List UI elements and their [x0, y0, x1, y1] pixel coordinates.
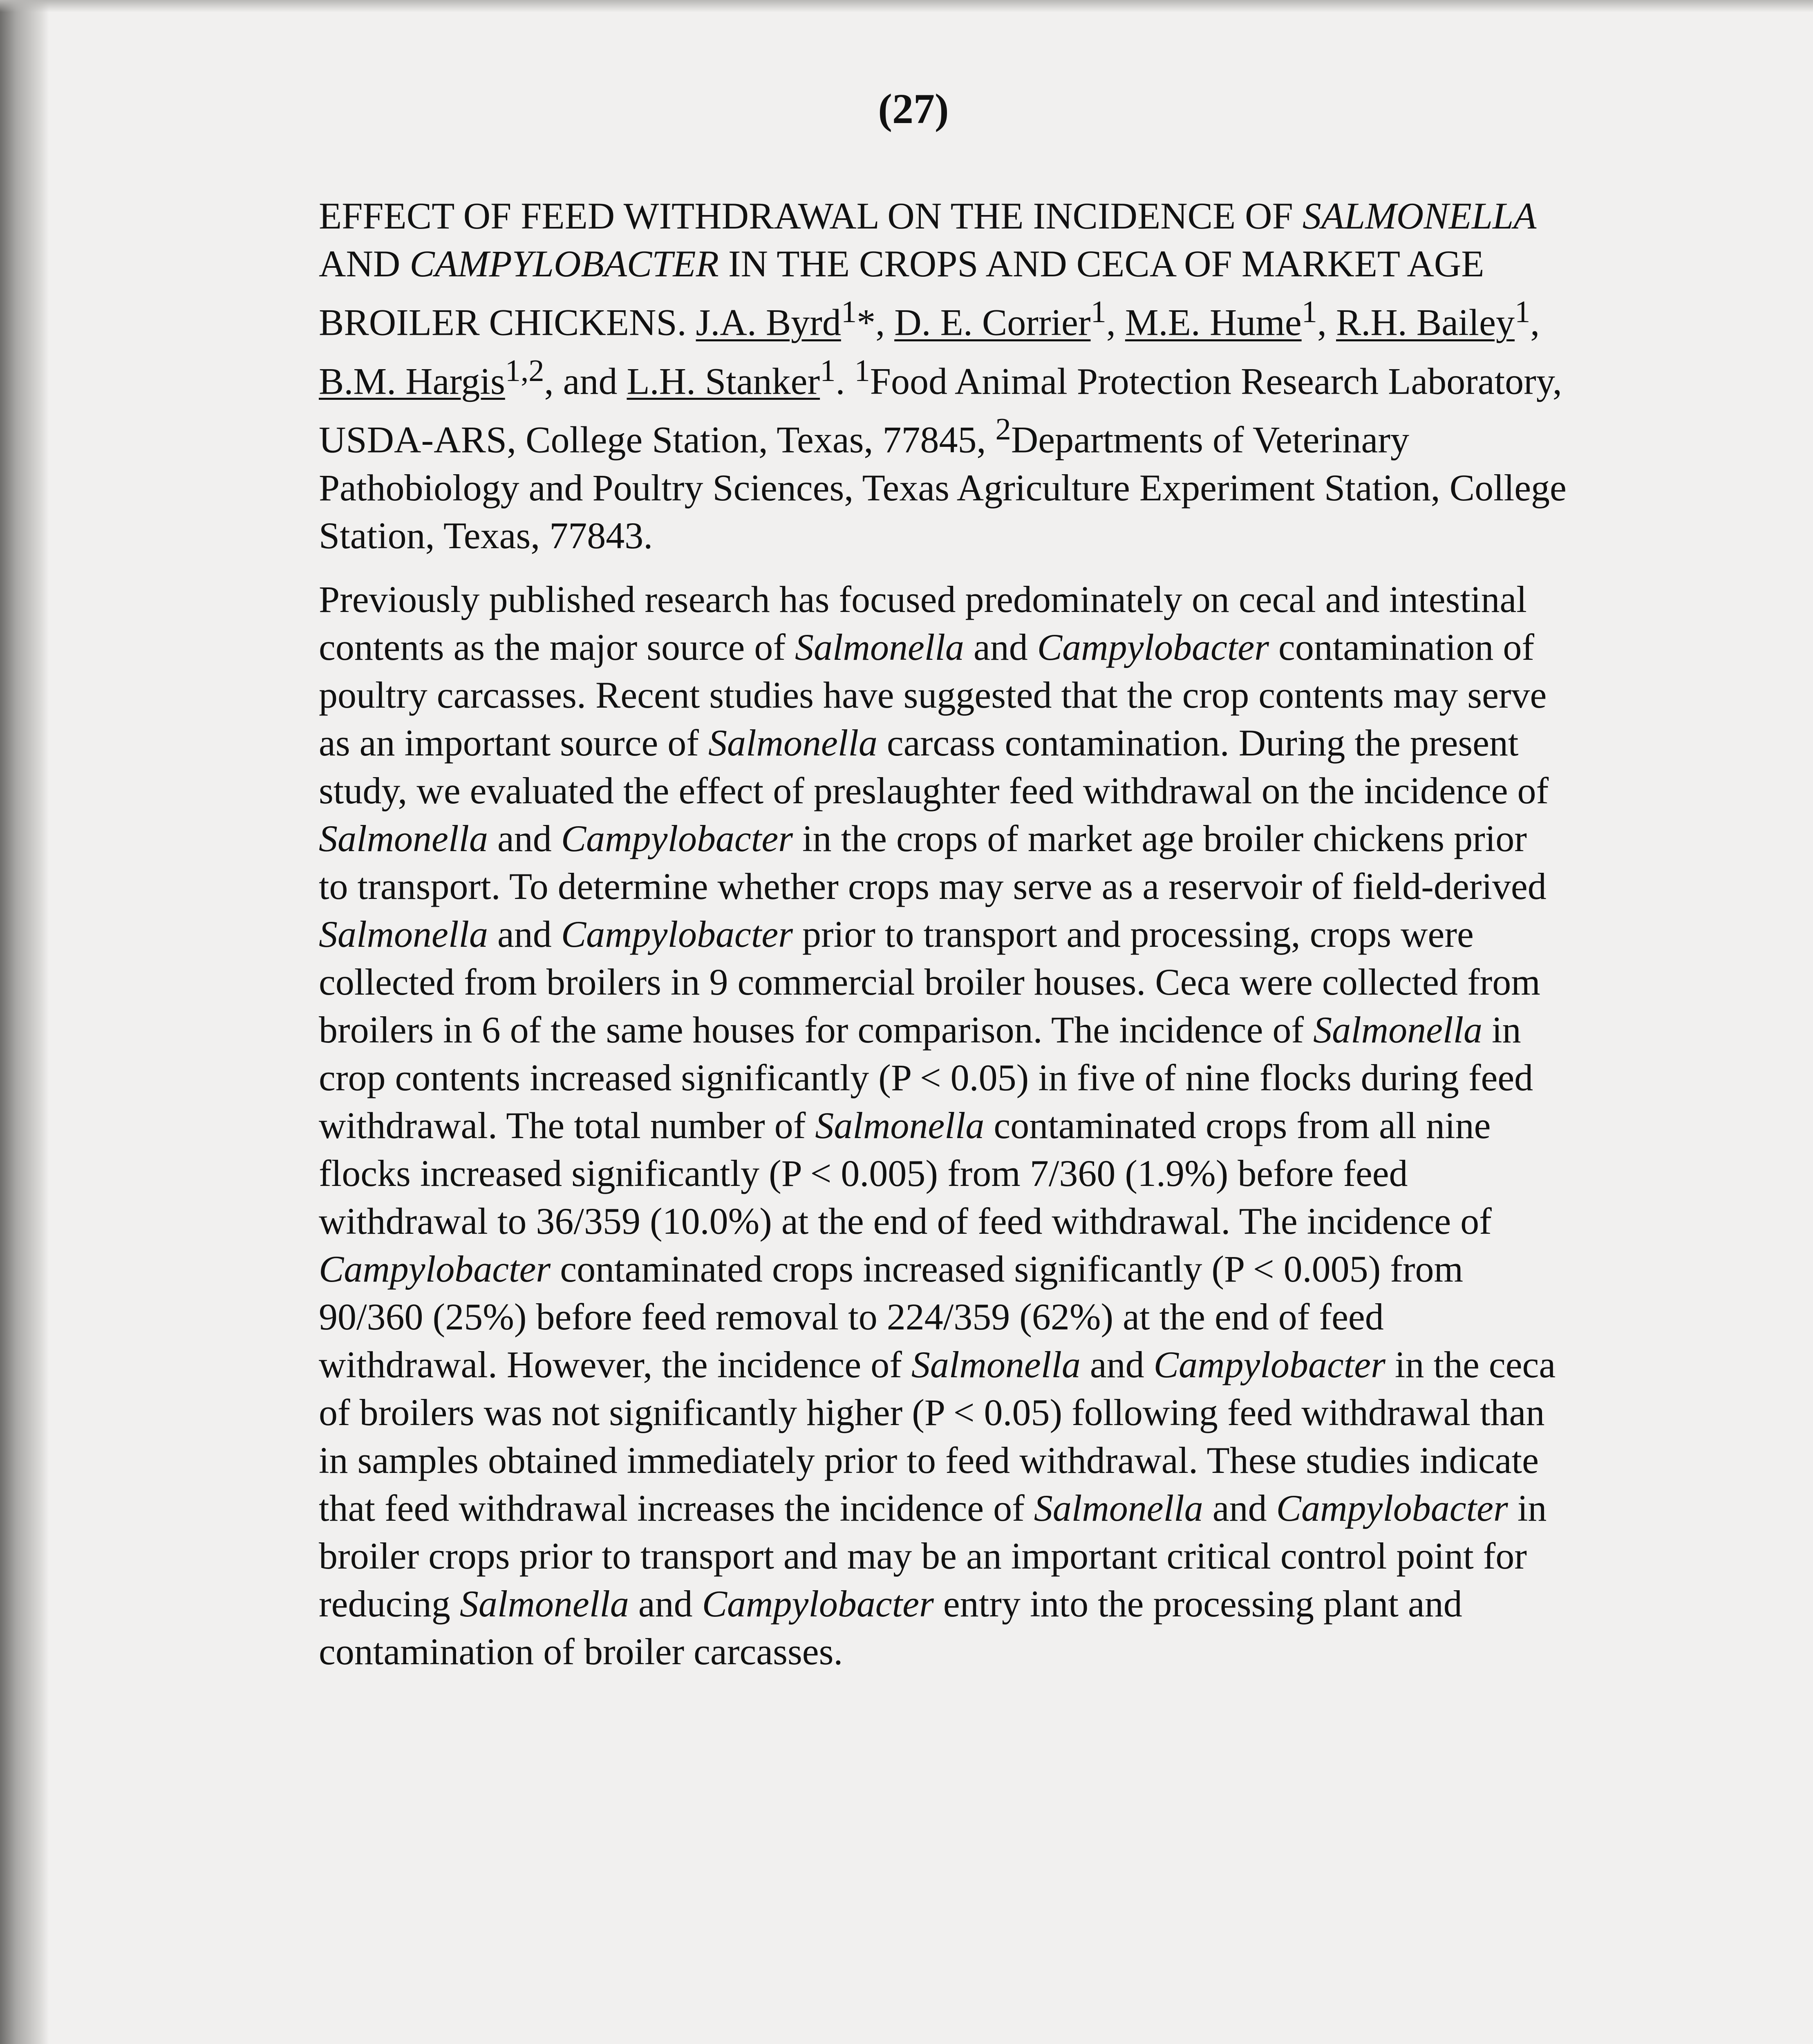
- abstract-line: study, we evaluated the effect of preslaughter feed withdrawal on the incidence of: [319, 770, 1549, 811]
- abstract-line: broilers in 6 of the same houses for comparison. The incidence of Salmonella in: [319, 1009, 1521, 1051]
- abstract-line: contents as the major source of Salmonella and Campylobacter contamination of: [319, 626, 1534, 668]
- abstract-title-block: [319, 192, 1680, 560]
- author-hargis: B.M. Hargis: [319, 360, 505, 402]
- abstract-line: collected from broilers in 9 commercial broiler houses. Ceca were collected from: [319, 961, 1540, 1003]
- abstract-line: as an important source of Salmonella carcass contamination. During the present: [319, 722, 1519, 764]
- affiliation-line: Station, Texas, 77843.: [319, 514, 653, 556]
- author-bailey: R.H. Bailey: [1336, 301, 1515, 343]
- author-corrier: D. E. Corrier: [894, 301, 1091, 343]
- abstract-number: (27): [878, 85, 949, 132]
- abstract-line: Salmonella and Campylobacter prior to transport and processing, crops were: [319, 913, 1474, 955]
- abstract-line: withdrawal. However, the incidence of Salmonella and Campylobacter in the ceca: [319, 1344, 1556, 1385]
- author-stanker: L.H. Stanker: [627, 360, 820, 402]
- title-line: AND CAMPYLOBACTER IN THE CROPS AND CECA OF MARKET AGE: [319, 243, 1484, 285]
- abstract-line: of broilers was not significantly higher (P < 0.05) following feed withdrawal than: [319, 1392, 1545, 1433]
- abstract-line: crop contents increased significantly (P < 0.05) in five of nine flocks during feed: [319, 1057, 1533, 1098]
- affiliation-line: USDA-ARS, College Station, Texas, 77845, $^2$Departments of Veterinary: [319, 412, 1410, 461]
- abstract-line: withdrawal. The total number of Salmonella contaminated crops from all nine: [319, 1105, 1491, 1146]
- author-line: B.M. Hargis$^{1,2}$, and L.H. Stanker$^1$. $^1$Food Animal Protection Research Laboratory,: [319, 353, 1562, 402]
- author-line: BROILER CHICKENS. J.A. Byrd$^1$*, D. E. Corrier$^1$, M.E. Hume$^1$, R.H. Bailey$^1$,: [319, 294, 1540, 343]
- binding-shadow: [0, 0, 49, 2044]
- abstract-line: in samples obtained immediately prior to feed withdrawal. These studies indicate: [319, 1439, 1539, 1481]
- abstract-line: Salmonella and Campylobacter in the crops of market age broiler chickens prior: [319, 818, 1527, 859]
- abstract-body: [319, 576, 1680, 1676]
- abstract-line: broiler crops prior to transport and may be an important critical control point for: [319, 1535, 1527, 1577]
- abstract-line: to transport. To determine whether crops may serve as a reservoir of field-derived: [319, 865, 1547, 907]
- abstract-line: poultry carcasses. Recent studies have suggested that the crop contents may serve: [319, 674, 1547, 716]
- abstract-line: reducing Salmonella and Campylobacter entry into the processing plant and: [319, 1583, 1462, 1625]
- affiliation-line: Pathobiology and Poultry Sciences, Texas Agriculture Experiment Station, College: [319, 466, 1567, 509]
- author-hume: M.E. Hume: [1125, 301, 1302, 343]
- abstract-line: flocks increased significantly (P < 0.005) from 7/360 (1.9%) before feed: [319, 1152, 1408, 1194]
- abstract-line: contamination of broiler carcasses.: [319, 1631, 843, 1672]
- abstract-line: withdrawal to 36/359 (10.0%) at the end of feed withdrawal. The incidence of: [319, 1200, 1492, 1242]
- top-edge-shadow: [0, 0, 1813, 12]
- abstract-line: Previously published research has focused predominately on cecal and intestinal: [319, 578, 1527, 620]
- abstract-line: that feed withdrawal increases the incidence of Salmonella and Campylobacter in: [319, 1487, 1547, 1529]
- title-line: EFFECT OF FEED WITHDRAWAL ON THE INCIDENCE OF SALMONELLA: [319, 195, 1537, 237]
- author-byrd: J.A. Byrd: [696, 301, 841, 343]
- abstract-line: 90/360 (25%) before feed removal to 224/359 (62%) at the end of feed: [319, 1296, 1384, 1338]
- abstract-line: Campylobacter contaminated crops increased significantly (P < 0.005) from: [319, 1248, 1464, 1290]
